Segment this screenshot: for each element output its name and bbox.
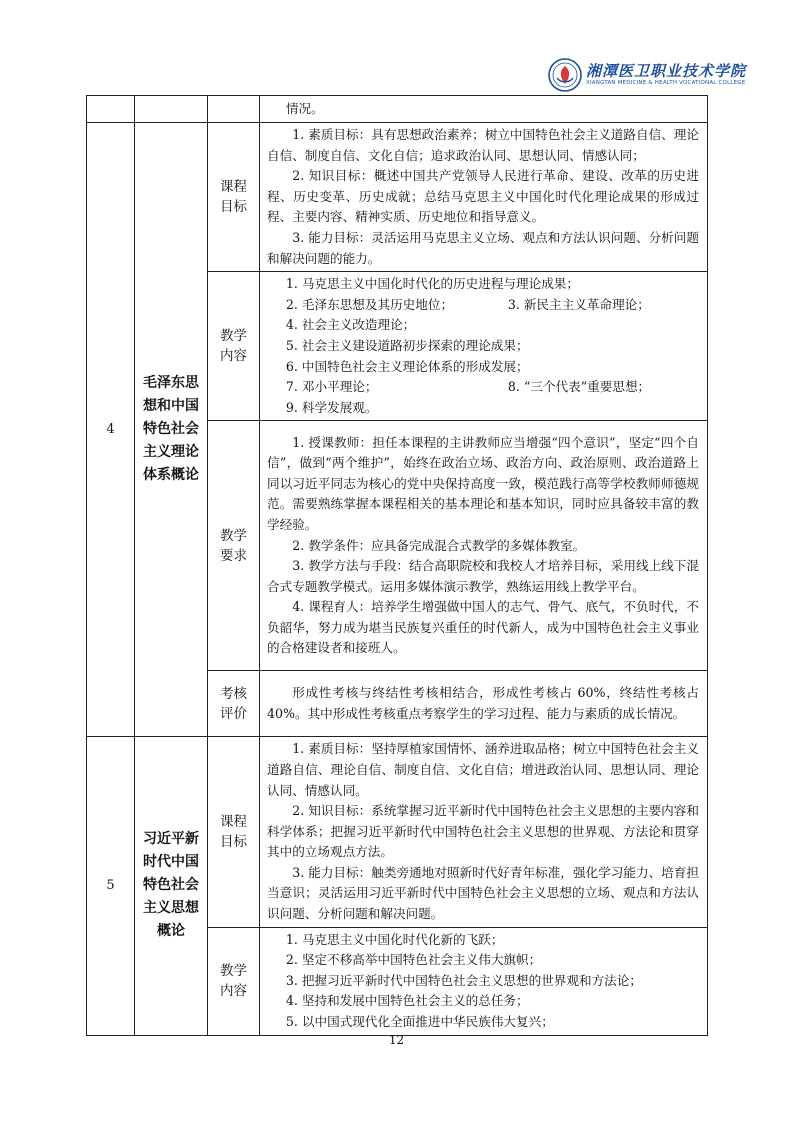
content-item-part: 8. “三个代表”重要思想； — [507, 379, 651, 395]
requirement-item: 3. 教学方法与手段：结合高职院校和我校人才培养目标，采用线上线下混合式专题教学模式。运用多媒体演示教学，熟练运用线上教学平台。 — [267, 558, 699, 594]
label-line: 教学 — [220, 963, 247, 980]
label-line: 内容 — [220, 983, 247, 1000]
goal-item: 1. 素质目标：坚持厚植家国情怀、涵养进取品格；树立中国特色社会主义道路自信、理论自信、制度自信、文化自信；增进政治认同、思想认同、理论认同、情感认同。 — [267, 741, 699, 798]
content-item-part: 2. 毛泽东思想及其历史地位； — [285, 296, 454, 312]
goal-item: 3. 能力目标：灵活运用马克思主义立场、观点和方法认识问题、分析问题和解决问题的能力。 — [267, 229, 699, 266]
school-seal-icon — [548, 58, 582, 92]
course-name-line: 主义理论 — [143, 444, 199, 461]
content-item: 5. 社会主义建设道路初步探索的理论成果； — [285, 337, 529, 353]
course-name-line: 想和中国 — [143, 398, 199, 415]
course-name-line: 概论 — [157, 923, 185, 940]
label-line: 课程 — [220, 813, 247, 830]
assessment — [260, 671, 708, 737]
assessment-text: 形成性考核与终结性考核相结合，形成性考核占 60%，终结性考核占 40%。其中形成性考核重点考察学生的学习过程、能力与素质的成长情况。 — [267, 685, 699, 721]
content-item — [267, 295, 699, 316]
school-name-en: XIANGTAN MEDICINE & HEALTH VOCATIONAL COLLEGE — [586, 80, 746, 86]
goal-item: 2. 知识目标：概述中国共产党领导人民进行革命、建设、改革的历史进程、历史变革、历史成就；总结马克思主义中国化时代化理论成果的形成过程、主要内容、精神实质、历史地位和指导意义。 — [267, 168, 699, 225]
content-item: 6. 中国特色社会主义理论体系的形成发展； — [285, 358, 529, 374]
category-label — [208, 421, 260, 671]
course-name-line: 毛泽东思 — [143, 375, 199, 392]
course-name-line: 主义思想 — [143, 900, 199, 917]
course-goals — [260, 123, 708, 272]
content-item: 1. 马克思主义中国化时代化新的飞跃； — [285, 931, 504, 947]
page-number: 12 — [388, 1033, 405, 1047]
label-line: 目标 — [220, 833, 247, 850]
label-line: 目标 — [220, 199, 247, 216]
label-line: 要求 — [220, 547, 247, 564]
category-label — [208, 737, 260, 927]
label-line: 课程 — [220, 179, 247, 196]
label-line: 教学 — [220, 328, 247, 345]
content-item: 4. 坚持和发展中国特色社会主义的总任务； — [285, 993, 529, 1009]
teaching-content — [260, 272, 708, 421]
content-item: 4. 社会主义改造理论； — [285, 317, 416, 333]
requirement-item: 2. 教学条件：应具备完成混合式教学的多媒体教室。 — [292, 537, 586, 553]
content-item: 2. 坚定不移高举中国特色社会主义伟大旗帜； — [285, 952, 542, 968]
cell — [135, 96, 208, 123]
course-name — [135, 123, 208, 737]
course-name-line: 习近平新 — [143, 831, 199, 848]
content-item: 3. 把握习近平新时代中国特色社会主义思想的世界观和方法论； — [285, 972, 642, 988]
course-goals — [260, 737, 708, 927]
course-number: 4 — [87, 123, 135, 737]
course-name-line: 体系概论 — [143, 467, 199, 484]
requirement-item: 1. 授课教师：担任本课程的主讲教师应当增强“四个意识”，坚定“四个自信”，做到“两个维护”，始终在政治立场、政治方向、政治原则、政治道路上同以习近平同志为核心的党中央保持高度一致，模范践行高等学校教师师德规范。需要熟练掌握本课程相关的基本理论和基本知识，同时应具备较丰富的教学经验。 — [267, 434, 699, 532]
teaching-requirements — [260, 421, 708, 671]
label-line: 考核 — [220, 685, 247, 702]
cell — [208, 96, 260, 123]
continued-text: 情况。 — [285, 100, 324, 116]
content-item: 1. 马克思主义中国化时代化的历史进程与理论成果； — [285, 276, 579, 292]
content-item: 9. 科学发展观。 — [285, 399, 378, 415]
content-item: 5. 以中国式现代化全面推进中华民族伟大复兴； — [285, 1014, 554, 1030]
school-name: 湘潭医卫职业技术学院 — [586, 62, 747, 80]
table-row — [87, 123, 708, 272]
goal-item: 3. 能力目标：触类旁通地对照新时代好青年标准，强化学习能力、培育担当意识；灵活运用习近平新时代中国特色社会主义思想的立场、观点和方法认识问题、分析问题和解决问题。 — [267, 864, 699, 922]
content-item — [267, 377, 699, 398]
category-label — [208, 272, 260, 421]
goal-item: 2. 知识目标：系统掌握习近平新时代中国特色社会主义思想的主要内容和科学体系；把握习近平新时代中国特色社会主义思想的世界观、方法论和贯穿其中的立场观点方法。 — [267, 803, 699, 860]
table-row — [87, 96, 708, 123]
content-item-part: 3. 新民主主义革命理论； — [507, 296, 650, 312]
course-name-line: 特色社会 — [143, 421, 199, 438]
content-item-part: 7. 邓小平理论； — [285, 379, 378, 395]
label-line: 教学 — [220, 527, 247, 544]
label-line: 评价 — [220, 705, 247, 722]
goal-item: 1. 素质目标：具有思想政治素养；树立中国特色社会主义道路自信、理论自信、制度自信、文化自信；追求政治认同、思想认同、情感认同； — [267, 127, 699, 163]
course-number: 5 — [87, 737, 135, 1035]
curriculum-table — [86, 95, 708, 1036]
course-name — [135, 737, 208, 1035]
cell — [260, 96, 708, 123]
category-label — [208, 123, 260, 272]
category-label — [208, 927, 260, 1035]
label-line: 内容 — [220, 348, 247, 365]
table-row — [87, 737, 708, 927]
school-logo — [548, 58, 748, 94]
teaching-content — [260, 927, 708, 1035]
cell — [87, 96, 135, 123]
category-label — [208, 671, 260, 737]
requirement-item: 4. 课程育人：培养学生增强做中国人的志气、骨气、底气，不负时代，不负韶华，努力成为堪当民族复兴重任的时代新人，成为中国特色社会主义事业的合格建设者和接班人。 — [267, 599, 699, 656]
course-name-line: 特色社会 — [143, 877, 199, 894]
course-name-line: 时代中国 — [143, 854, 199, 871]
